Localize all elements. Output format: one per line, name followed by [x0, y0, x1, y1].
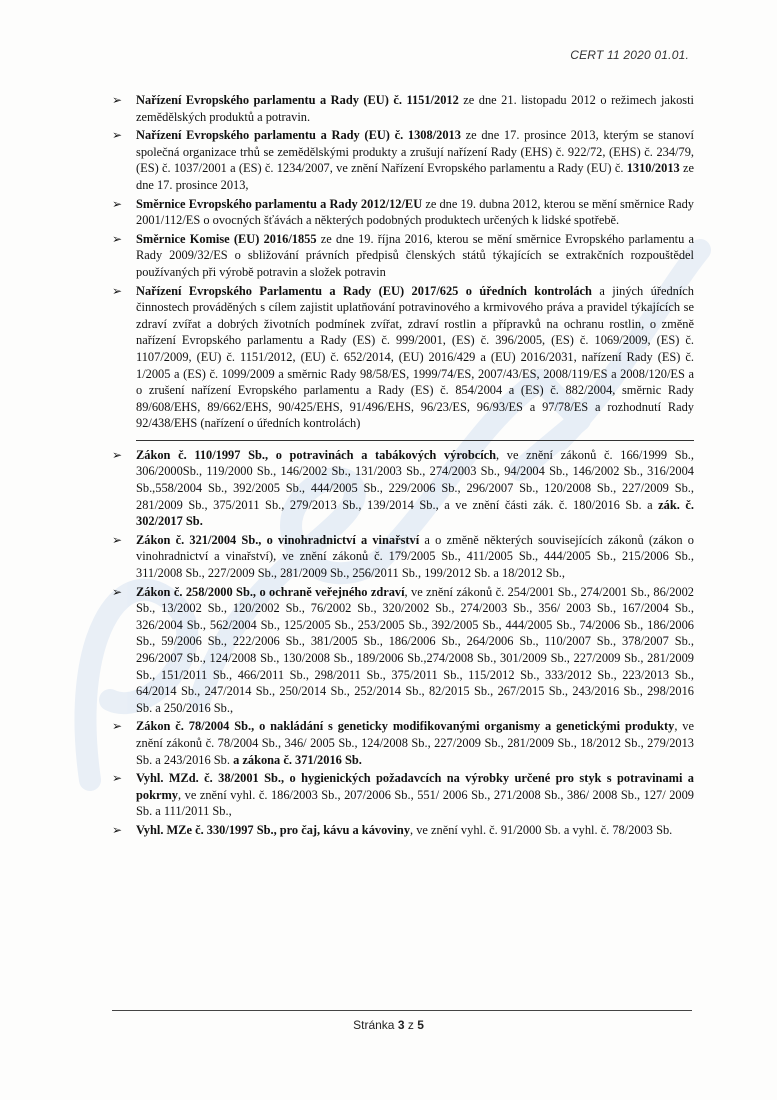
list-item: ➢ Zákon č. 110/1997 Sb., o potravinách a tabákových výrobcích, ve znění zákonů č. 166/1999 Sb., 306/2000Sb., 119/2000 Sb., 146/2002 Sb., 131/2003 Sb., 274/2003 Sb., 94/2004 Sb., 146/2002 Sb., 316/2004 Sb.,558/2004 Sb., 392/2005 Sb., 444/2005 Sb., 229/2006 Sb., 296/2007 Sb., 120/2008 Sb., 227/2009 Sb., 281/2009 Sb., 375/2011 Sb., 279/2013 Sb., 139/2014 Sb., a ve znění části zák. č. 180/2016 Sb. a zák. č. 302/2017 Sb.	[112, 447, 694, 529]
document-code: CERT 11 2020 01.01.	[570, 48, 689, 62]
list-item: ➢ Zákon č. 78/2004 Sb., o nakládání s geneticky modifikovanými organismy a genetickými produkty, ve znění zákonů č. 78/2004 Sb., 346/ 2005 Sb., 124/2008 Sb., 227/2009 Sb., 281/2009 Sb., 18/2012 Sb., 279/2013 Sb. a 243/2016 Sb. a zákona č. 371/2016 Sb.	[112, 719, 694, 767]
arrow-bullet-icon: ➢	[112, 231, 123, 246]
arrow-bullet-icon: ➢	[112, 283, 123, 298]
list-item: ➢ Vyhl. MZe č. 330/1997 Sb., pro čaj, kávu a kávoviny, ve znění vyhl. č. 91/2000 Sb. a vyhl. č. 78/2003 Sb.	[112, 822, 673, 837]
list-item: ➢ Nařízení Evropského Parlamentu a Rady (EU) 2017/625 o úředních kontrolách a jiných úředních činnostech prováděných s cílem zajistit uplatňování potravinového a krmivového práva a pravidel týkajících se zdraví zvířat a dobrých životních podmínek zvířat, zdraví rostlin a přípravků na ochranu rostlin, o změně nařízení Evropského parlamentu a Rady (ES) č. 999/2001, (ES) č. 396/2005, (ES) č. 1069/2009, (ES) č. 1107/2009, (EU) č. 1151/2012, (EU) č. 652/2014, (EU) 2016/429 a (EU) 2016/2031, nařízení Rady (ES) č. 1/2005 a (ES) č. 1099/2009 a směrnic Rady 98/58/ES, 1999/74/ES, 2007/43/ES, 2008/119/ES a 2008/120/ES a o zrušení nařízení Evropského parlamentu a Rady (ES) č. 854/2004 a (ES) č. 882/2004, směrnic Rady 89/608/EHS, 89/662/EHS, 90/425/EHS, 91/496/EHS, 96/23/ES, 96/93/ES a 97/78/ES a rozhodnutí Rady 92/438/EHS (nařízení o úředních kontrolách)	[112, 283, 694, 431]
list-item: ➢ Nařízení Evropského parlamentu a Rady (EU) č. 1151/2012 ze dne 21. listopadu 2012 o režimech jakosti zemědělských produktů a potravin.	[112, 93, 695, 124]
arrow-bullet-icon: ➢	[112, 719, 123, 734]
list-item: ➢ Nařízení Evropského parlamentu a Rady (EU) č. 1308/2013 ze dne 17. prosince 2013, kterým se stanoví společná organizace trhů se zemědělskými produkty a zrušují nařízení Rady (EHS) č. 922/72, (EHS) č. 234/79, (ES) č. 1037/2001 a (ES) č. 1234/2007, ve znění Nařízení Evropského parlamentu a Rady (EU) č. 1310/2013 ze dne 17. prosince 2013,	[112, 128, 694, 192]
list-item: ➢ Směrnice Evropského parlamentu a Rady 2012/12/EU ze dne 19. dubna 2012, kterou se mění směrnice Rady 2001/112/ES o ovocných šťávách a některých podobných produktech určených k lidské spotřebě.	[112, 196, 694, 228]
arrow-bullet-icon: ➢	[112, 771, 123, 786]
arrow-bullet-icon: ➢	[112, 822, 123, 837]
footer-divider	[112, 1010, 692, 1011]
arrow-bullet-icon: ➢	[112, 532, 123, 547]
legislation-list	[112, 92, 694, 841]
page-number: Stránka 3 z 5	[353, 1018, 424, 1032]
arrow-bullet-icon: ➢	[112, 128, 123, 143]
arrow-bullet-icon: ➢	[112, 584, 123, 599]
list-item: ➢ Vyhl. MZd. č. 38/2001 Sb., o hygienických požadavcích na výrobky určené pro styk s potravinami a pokrmy, ve znění vyhl. č. 186/2003 Sb., 207/2006 Sb., 551/ 2006 Sb., 271/2008 Sb., 386/ 2008 Sb., 127/ 2009 Sb. a 111/2011 Sb.,	[112, 771, 694, 819]
arrow-bullet-icon: ➢	[112, 447, 123, 462]
arrow-bullet-icon: ➢	[112, 93, 123, 107]
section-divider	[136, 440, 694, 441]
list-item: ➢ Směrnice Komise (EU) 2016/1855 ze dne 19. října 2016, kterou se mění směrnice Evropského parlamentu a Rady 2009/32/ES o sbližování právních předpisů členských států týkajících se extrakčních rozpouštědel používaných při výrobě potravin a složek potravin	[112, 231, 694, 279]
arrow-bullet-icon: ➢	[112, 196, 123, 211]
list-item: ➢ Zákon č. 258/2000 Sb., o ochraně veřejného zdraví, ve znění zákonů č. 254/2001 Sb., 274/2001 Sb., 86/2002 Sb., 13/2002 Sb., 120/2002 Sb., 76/2002 Sb., 320/2002 Sb., 274/2003 Sb., 356/ 2003 Sb., 167/2004 Sb., 326/2004 Sb., 562/2004 Sb., 125/2005 Sb., 253/2005 Sb., 392/2005 Sb., 444/2005 Sb., 74/2006 Sb., 186/2006 Sb., 59/2006 Sb., 222/2006 Sb., 381/2005 Sb., 186/2006 Sb., 264/2006 Sb., 110/2007 Sb., 378/2007 Sb., 296/2007 Sb., 124/2008 Sb., 130/2008 Sb., 189/2006 Sb.,274/2008 Sb., 301/2009 Sb., 227/2009 Sb., 281/2009 Sb., 151/2011 Sb., 466/2011 Sb., 298/2011 Sb., 375/2011 Sb., 115/2012 Sb., 333/2012 Sb., 223/2013 Sb., 64/2014 Sb., 247/2014 Sb., 250/2014 Sb., 252/2014 Sb., 82/2015 Sb., 267/2015 Sb., 243/2016 Sb., 298/2016 Sb. a 250/2016 Sb.,	[112, 584, 694, 715]
list-item: ➢ Zákon č. 321/2004 Sb., o vinohradnictví a vinařství a o změně některých souvisejících zákonů (zákon o vinohradnictví a vinařství), ve znění zákonů č. 179/2005 Sb., 411/2005 Sb., 444/2005 Sb., 215/2006 Sb., 311/2008 Sb., 227/2009 Sb., 281/2009 Sb., 256/2011 Sb., 199/2012 Sb. a 18/2012 Sb.,	[112, 532, 694, 581]
